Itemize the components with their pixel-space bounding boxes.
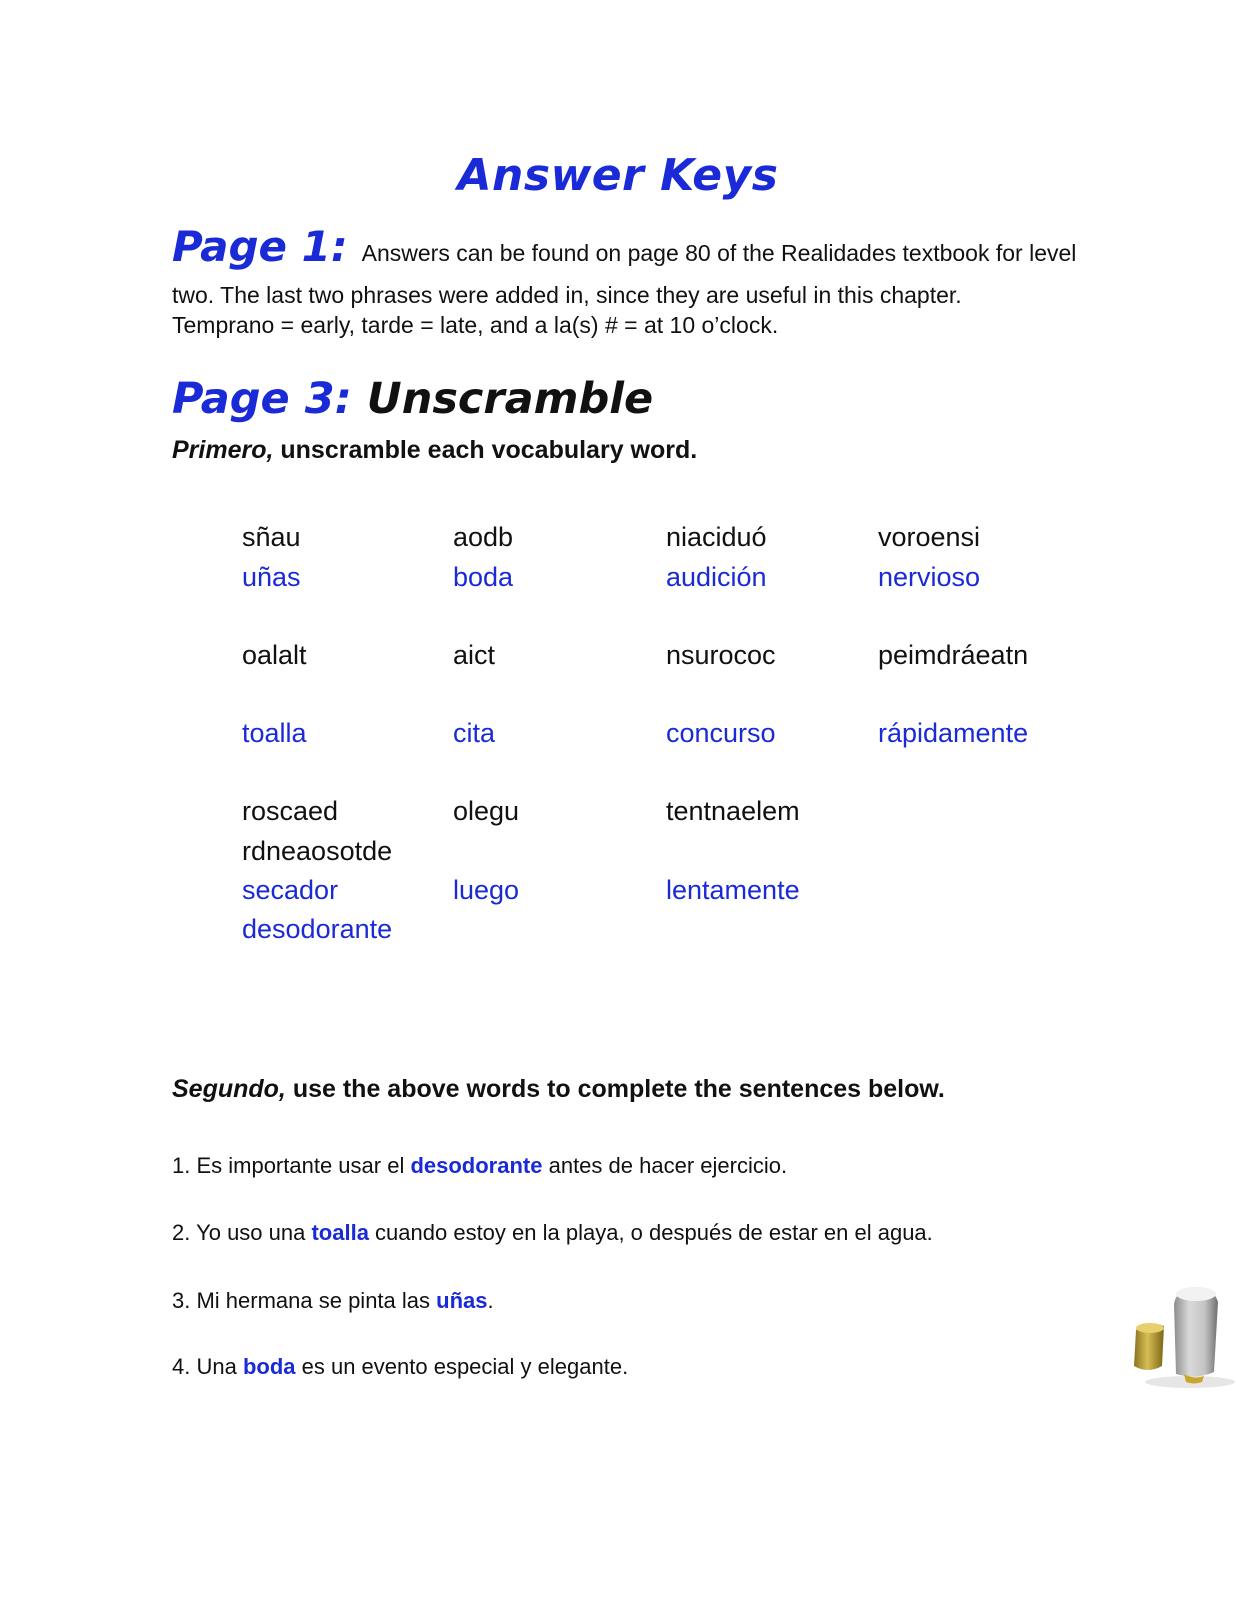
sentence-post: es un evento especial y elegante.	[295, 1354, 629, 1379]
answer-word: luego	[453, 875, 520, 905]
deodorant-stick	[1174, 1287, 1218, 1384]
deodorant-illustration	[1130, 1282, 1236, 1392]
sentence-answer: boda	[242, 1354, 296, 1379]
sentence-pre: 1. Es importante usar el	[172, 1153, 411, 1178]
scrambled-word: niaciduó	[666, 522, 767, 552]
scrambled-word: oalalt	[242, 640, 307, 670]
answer-word: toalla	[242, 718, 307, 748]
sentence-2	[172, 1220, 933, 1246]
scrambled-word: nsurococ	[666, 640, 776, 670]
scrambled-word: olegu	[453, 796, 520, 826]
segundo-text: use the above words to complete the sentences below.	[285, 1075, 945, 1103]
segundo-label: Segundo,	[172, 1075, 286, 1103]
page1-text-line3: Temprano = early, tarde = late, and a la(s) # = at 10 o’clock.	[172, 312, 779, 338]
answer-word: boda	[453, 562, 514, 592]
answer-word: secador	[242, 875, 339, 905]
answer-word: rápidamente	[878, 718, 1029, 748]
page1-text-line1: Answers can be found on page 80 of the Realidades textbook for level	[361, 240, 1077, 266]
sentence-3	[172, 1288, 494, 1314]
primero-instruction	[172, 436, 697, 465]
primero-label: Primero,	[172, 436, 274, 464]
page1-text-line2: two. The last two phrases were added in, since they are useful in this chapter.	[172, 282, 962, 308]
deodorant-cap	[1134, 1323, 1164, 1370]
scrambled-word: aict	[453, 640, 496, 670]
primero-text: unscramble each vocabulary word.	[273, 436, 698, 464]
answer-word: nervioso	[878, 562, 981, 592]
answer-word: audición	[666, 562, 767, 592]
answer-word: cita	[453, 718, 496, 748]
sentence-post: cuando estoy en la playa, o después de estar en el agua.	[368, 1220, 933, 1245]
page3-heading: Page 3:	[172, 374, 352, 424]
sentence-answer: uñas	[436, 1288, 488, 1313]
page1-first-line	[172, 222, 1092, 271]
answer-word: uñas	[242, 562, 301, 592]
answer-word: concurso	[666, 718, 776, 748]
sentence-post: antes de hacer ejercicio.	[542, 1153, 788, 1178]
sentence-pre: 2. Yo uso una	[172, 1220, 312, 1245]
sentence-pre: 3. Mi hermana se pinta las	[172, 1288, 437, 1313]
sentence-post: .	[487, 1288, 494, 1313]
page3-heading-line	[172, 374, 653, 424]
sentence-answer: toalla	[311, 1220, 369, 1245]
sentence-1	[172, 1153, 787, 1179]
scrambled-word: voroensi	[878, 522, 981, 552]
page1-heading: Page 1:	[172, 222, 348, 271]
sentence-pre: 4. Una	[172, 1354, 243, 1379]
scrambled-word: sñau	[242, 522, 301, 552]
answer-word: lentamente	[666, 875, 800, 905]
scrambled-word: peimdráeatn	[878, 640, 1029, 670]
scrambled-word: aodb	[453, 522, 514, 552]
scrambled-word: rdneaosotde	[242, 836, 393, 866]
scrambled-word: tentnaelem	[666, 796, 800, 826]
answer-word: desodorante	[242, 914, 393, 944]
page-title: Answer Keys	[457, 150, 779, 201]
scrambled-word: roscaed	[242, 796, 339, 826]
page3-subtitle: Unscramble	[366, 374, 654, 424]
sentence-4	[172, 1354, 628, 1380]
sentence-answer: desodorante	[410, 1153, 543, 1178]
segundo-instruction	[172, 1075, 945, 1104]
